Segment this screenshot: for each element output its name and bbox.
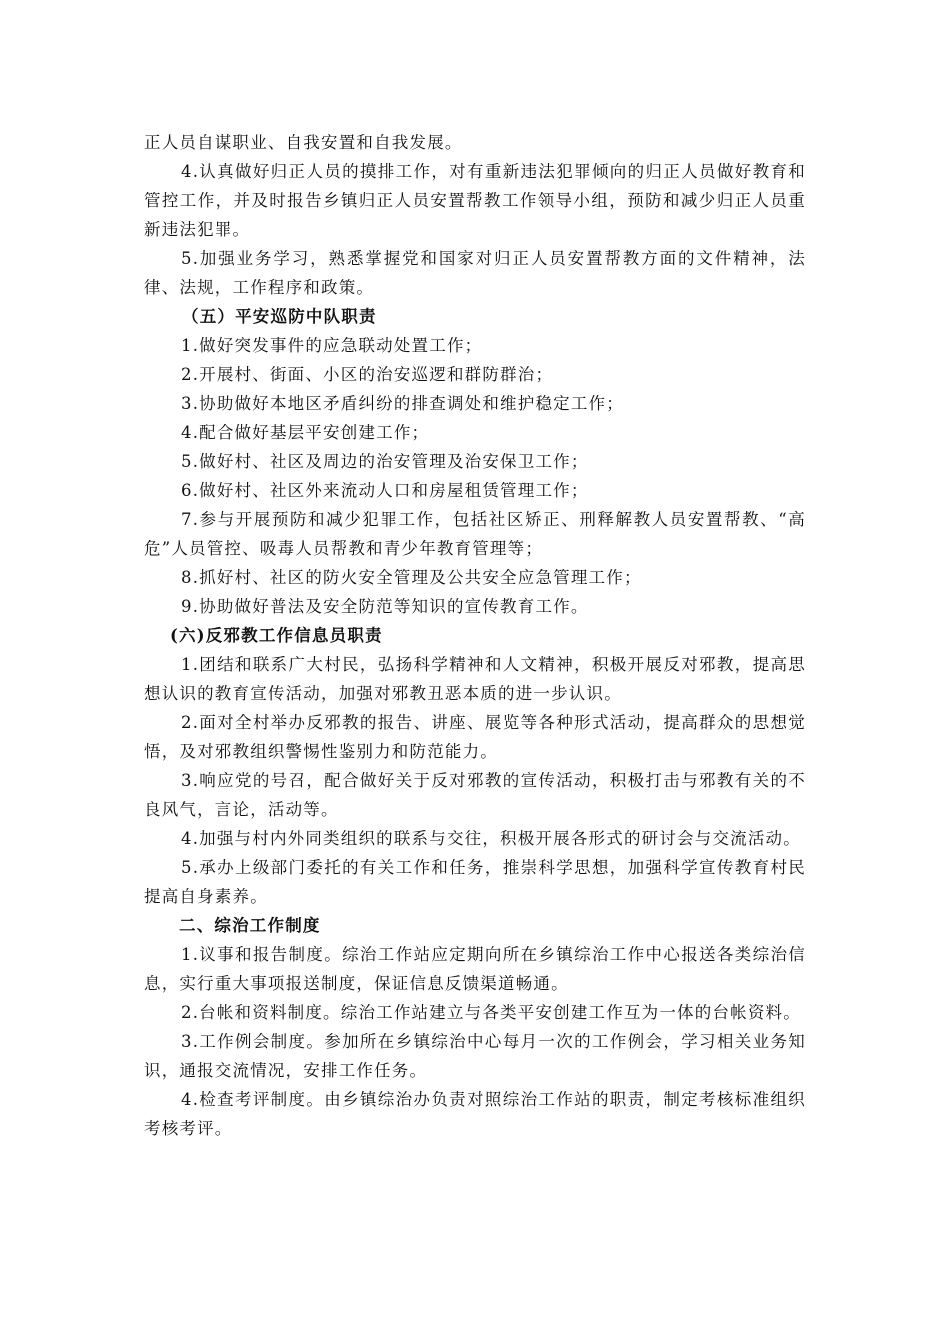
rule-item-2: 2.台帐和资料制度。综治工作站建立与各类平安创建工作互为一体的台帐资料。: [181, 1003, 801, 1022]
patrol-item-2: 2.开展村、街面、小区的治安巡逻和群防群治；: [181, 365, 554, 384]
anti-cult-item-4: 4.加强与村内外同类组织的联系与交往，积极开展各形式的研讨会与交流活动。: [181, 829, 801, 848]
paragraph-continuation: 正人员自谋职业、自我安置和自我发展。: [144, 133, 463, 152]
patrol-item-4: 4.配合做好基层平安创建工作；: [181, 423, 430, 442]
rule-item-4: 4.检查考评制度。由乡镇综治办负责对照综治工作站的职责，制定考核标准组织考核考评。: [144, 1090, 806, 1138]
patrol-item-8: 8.抓好村、社区的防火安全管理及公共安全应急管理工作；: [181, 568, 642, 587]
paragraph-item-4: 4.认真做好归正人员的摸排工作，对有重新违法犯罪倾向的归正人员做好教育和管控工作，并及时报告乡镇归正人员安置帮教工作领导小组，预防和减少归正人员重新违法犯罪。: [144, 162, 806, 239]
section-heading-rules: 二、综治工作制度: [179, 916, 321, 935]
document-page: [144, 128, 806, 1143]
patrol-item-7: 7.参与开展预防和减少犯罪工作，包括社区矫正、刑释解教人员安置帮教、“高危”人员管控、吸毒人员帮教和青少年教育管理等；: [144, 510, 806, 558]
rule-item-3: 3.工作例会制度。参加所在乡镇综治中心每月一次的工作例会，学习相关业务知识，通报交流情况，安排工作任务。: [144, 1032, 806, 1080]
anti-cult-item-2: 2.面对全村举办反邪教的报告、讲座、展览等各种形式活动，提高群众的思想觉悟，及对邪教组织警惕性鉴别力和防范能力。: [144, 713, 806, 761]
patrol-item-9: 9.协助做好普法及安全防范等知识的宣传教育工作。: [181, 597, 589, 616]
rule-item-1: 1.议事和报告制度。综治工作站应定期向所在乡镇综治工作中心报送各类综治信息，实行重大事项报送制度，保证信息反馈渠道畅通。: [144, 945, 806, 993]
patrol-item-5: 5.做好村、社区及周边的治安管理及治安保卫工作；: [181, 452, 589, 471]
anti-cult-item-1: 1.团结和联系广大村民，弘扬科学精神和人文精神，积极开展反对邪教，提高思想认识的教育宣传活动，加强对邪教丑恶本质的进一步认识。: [144, 655, 806, 703]
patrol-item-3: 3.协助做好本地区矛盾纠纷的排查调处和维护稳定工作；: [181, 394, 624, 413]
section-heading-patrol: （五）平安巡防中队职责: [182, 307, 377, 326]
patrol-item-6: 6.做好村、社区外来流动人口和房屋租赁管理工作；: [181, 481, 589, 500]
patrol-item-1: 1.做好突发事件的应急联动处置工作；: [181, 336, 483, 355]
anti-cult-item-3: 3.响应党的号召，配合做好关于反对邪教的宣传活动，积极打击与邪教有关的不良风气，言论，活动等。: [144, 771, 806, 819]
section-heading-anti-cult: (六)反邪教工作信息员职责: [170, 626, 383, 645]
anti-cult-item-5: 5.承办上级部门委托的有关工作和任务，推崇科学思想，加强科学宣传教育村民提高自身素养。: [144, 858, 806, 906]
paragraph-item-5: 5.加强业务学习，熟悉掌握党和国家对归正人员安置帮教方面的文件精神，法律、法规，工作程序和政策。: [144, 249, 806, 297]
